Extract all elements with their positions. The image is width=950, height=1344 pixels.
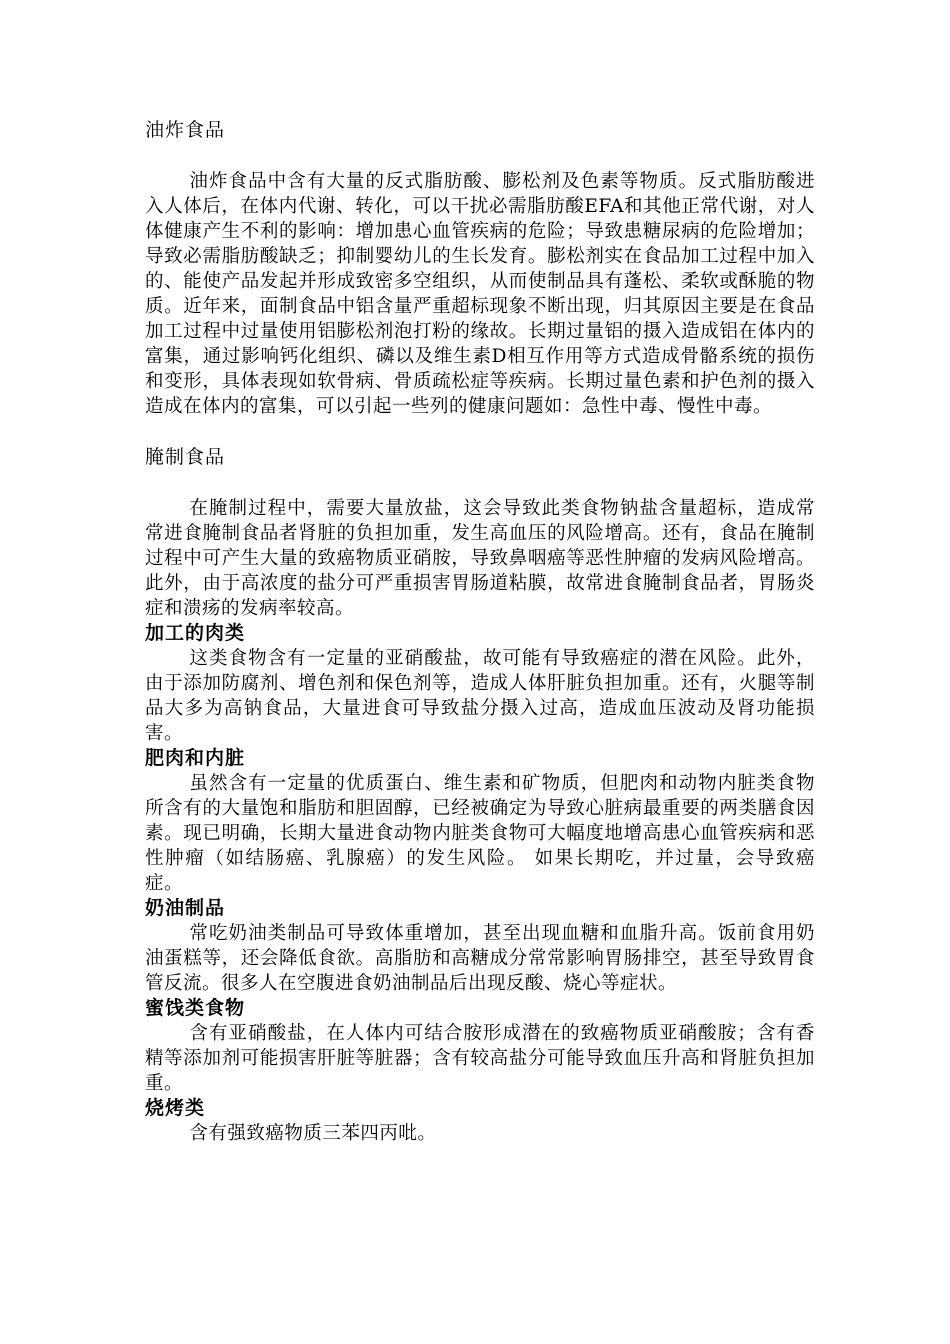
spacer — [145, 470, 815, 496]
section-body-fatty-meat-organs: 虽然含有一定量的优质蛋白、维生素和矿物质，但肥肉和动物内脏类食物所含有的大量饱和脂肪和胆固醇，已经被确定为导致心脏病最重要的两类膳食因素。现已明确，长期大量进食动物内脏类食物可大幅度地增高患心血管疾病和恶性肿瘤（如结肠癌、乳腺癌）的发生风险。 如果长期吃，并过量，会导致癌症。 — [145, 773, 815, 894]
section-title-preserved-fruit: 蜜饯类食物 — [145, 997, 246, 1019]
section-title-fried-food: 油炸食品 — [145, 119, 226, 141]
section-title-cream-products: 奶油制品 — [145, 897, 226, 919]
section-body-pickled-food: 在腌制过程中，需要大量放盐，这会导致此类食物钠盐含量超标，造成常常进食腌制食品者肾脏的负担加重，发生高血压的风险增高。还有，食品在腌制过程中可产生大量的致癌物质亚硝胺，导致鼻咽癌等恶性肿瘤的发病风险增高。此外，由于高浓度的盐分可严重损害胃肠道粘膜，故常进食腌制食品者，胃肠炎症和溃疡的发病率较高。 — [145, 498, 815, 619]
section-title-barbecue: 烧烤类 — [145, 1097, 206, 1119]
spacer — [145, 419, 815, 445]
section-title-fatty-meat-organs: 肥肉和内脏 — [145, 747, 246, 769]
section-title-processed-meat: 加工的肉类 — [145, 622, 246, 644]
section-title-pickled-food: 腌制食品 — [145, 446, 226, 468]
section-body-cream-products: 常吃奶油类制品可导致体重增加，甚至出现血糖和血脂升高。饭前食用奶油蛋糕等，还会降低食欲。高脂肪和高糖成分常常影响胃肠排空，甚至导致胃食管反流。很多人在空腹进食奶油制品后出现反酸、烧心等症状。 — [145, 923, 815, 994]
section-body-fried-food: 油炸食品中含有大量的反式脂肪酸、膨松剂及色素等物质。反式脂肪酸进入人体后，在体内代谢、转化，可以干扰必需脂肪酸EFA和其他正常代谢，对人体健康产生不利的影响：增加患心血管疾病的危险；导致患糖尿病的危险增加；导致必需脂肪酸缺乏；抑制婴幼儿的生长发育。膨松剂实在食品加工过程中加入的、能使产品发起并形成致密多空组织，从而使制品具有蓬松、柔软或酥脆的物质。近年来，面制食品中铝含量严重超标现象不断出现，归其原因主要是在食品加工过程中过量使用铝膨松剂泡打粉的缘故。长期过量铝的摄入造成铝在体内的富集，通过影响钙化组织、磷以及维生素D相互作用等方式造成骨骼系统的损伤和变形，具体表现如软骨病、骨质疏松症等疾病。长期过量色素和护色剂的摄入造成在体内的富集，可以引起一些列的健康问题如：急性中毒、慢性中毒。 — [145, 171, 815, 417]
spacer — [145, 143, 815, 169]
section-body-barbecue: 含有强致癌物质三苯四丙吡。 — [189, 1123, 437, 1144]
section-body-preserved-fruit: 含有亚硝酸盐，在人体内可结合胺形成潜在的致癌物质亚硝酸胺；含有香精等添加剂可能损害肝脏等脏器；含有较高盐分可能导致血压升高和肾脏负担加重。 — [145, 1023, 815, 1094]
section-body-processed-meat: 这类食物含有一定量的亚硝酸盐，故可能有导致癌症的潜在风险。此外，由于添加防腐剂、增色剂和保色剂等，造成人体肝脏负担加重。还有，火腿等制品大多为高钠食品，大量进食可导致盐分摄入过高，造成血压波动及肾功能损害。 — [145, 648, 815, 744]
document-page — [145, 118, 815, 1146]
